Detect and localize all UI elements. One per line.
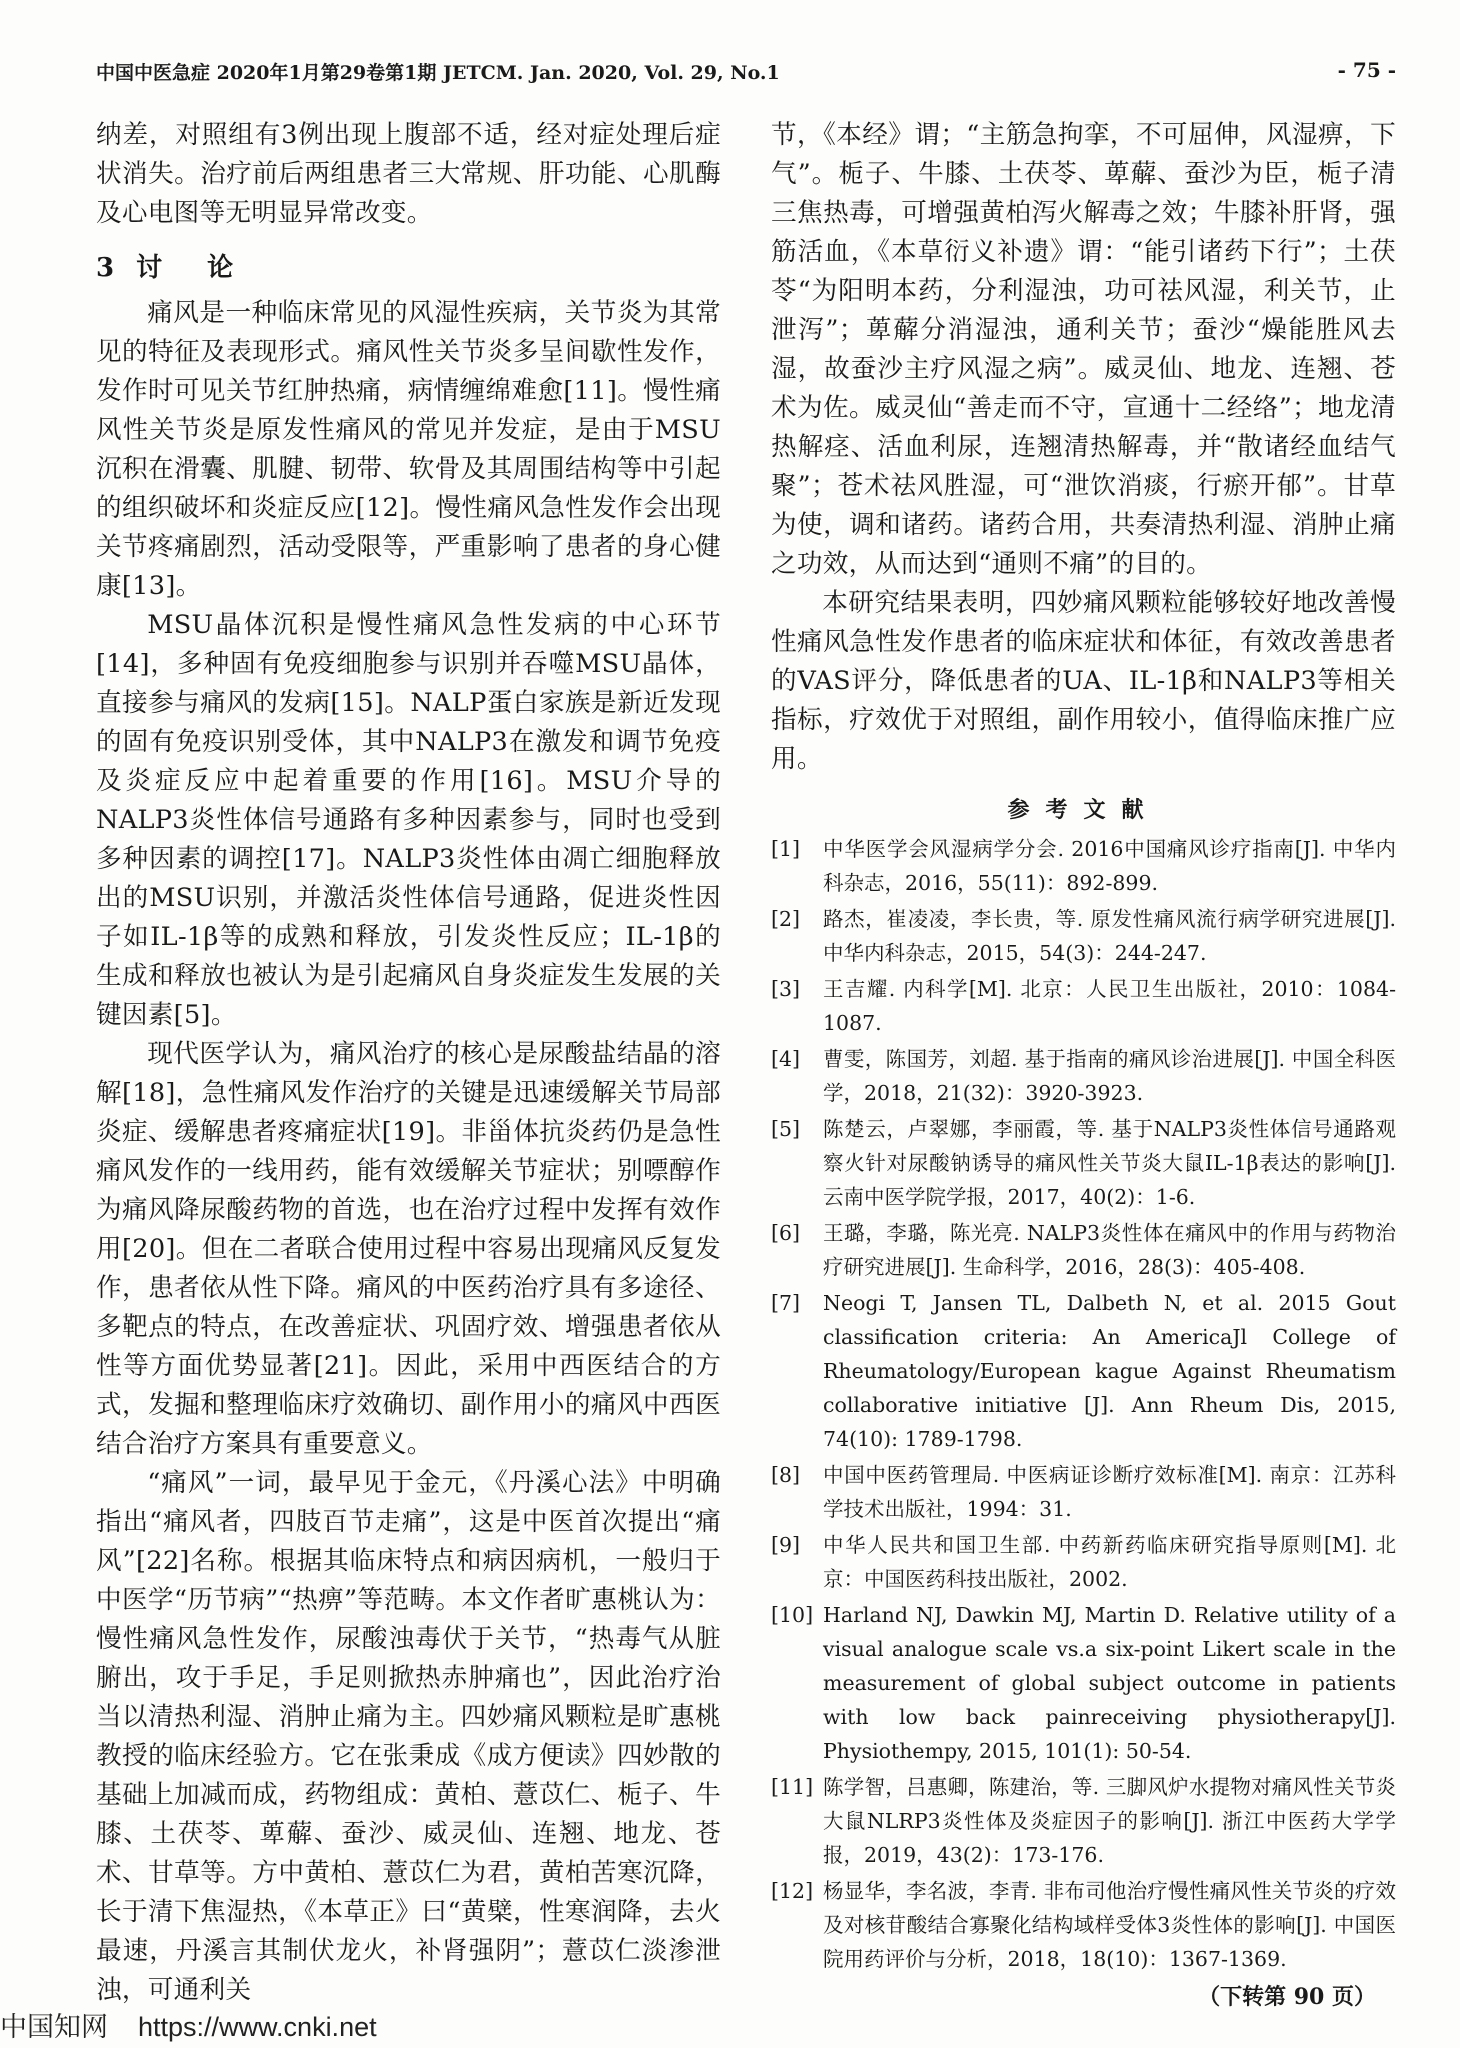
reference-number: [2] [771, 907, 801, 931]
reference-item [771, 1770, 1396, 1872]
reference-text: Neogi T, Jansen TL, Dalbeth N, et al. 2015 Gout classification criteria: An AmericaJl College of Rheumatology/European kague Against Rheumatism collaborative initiative [J]. Ann Rheum Dis, 2015, 74(10): 1789-1798. [823, 1291, 1396, 1451]
reference-text: 杨显华，李名波，李青. 非布司他治疗慢性痛风性关节炎的疗效及对核苷酸结合寡聚化结构域样受体3炎性体的影响[J]. 中国医院用药评价与分析，2018，18(10)：1367-1369. [823, 1879, 1396, 1971]
references-title: 参考文献 [1007, 797, 1160, 823]
reference-number: [12] [771, 1879, 814, 1903]
reference-number: [11] [771, 1775, 814, 1799]
right-column [771, 116, 1396, 2011]
reference-text: Harland NJ, Dawkin MJ, Martin D. Relative utility of a visual analogue scale vs.a six-point Likert scale in the measurement of global subject outcome in patients with low back painreceiving physiotherapy[J]. Physiothempy, 2015, 101(1): 50-54. [823, 1603, 1396, 1763]
reference-text: 陈楚云，卢翠娜，李丽霞，等. 基于NALP3炎性体信号通路观察火针对尿酸钠诱导的痛风性关节炎大鼠IL-1β表达的影响[J]. 云南中医学院学报，2017，40(2)：1-6. [823, 1117, 1396, 1209]
reference-item [771, 1286, 1396, 1456]
reference-text: 路杰，崔凌凌，李长贵，等. 原发性痛风流行病学研究进展[J]. 中华内科杂志，2015，54(3)：244-247. [823, 907, 1396, 965]
reference-number: [8] [771, 1463, 801, 1487]
reference-number: [5] [771, 1117, 801, 1141]
reference-number: [6] [771, 1221, 801, 1245]
reference-list [771, 832, 1396, 1976]
paragraph-2: MSU晶体沉积是慢性痛风急性发病的中心环节[14]，多种固有免疫细胞参与识别并吞噬MSU晶体，直接参与痛风的发病[15]。NALP蛋白家族是新近发现的固有免疫识别受体，其中NALP3在激发和调节免疫及炎症反应中起着重要的作用[16]。MSU介导的NALP3炎性体信号通路有多种因素参与，同时也受到多种因素的调控[17]。NALP3炎性体由凋亡细胞释放出的MSU识别，并激活炎性体信号通路，促进炎性因子如IL-1β等的成熟和释放，引发炎性反应；IL-1β的生成和释放也被认为是引起痛风自身炎症发生发展的关键因素[5]。 [96, 610, 721, 1030]
reference-text: 陈学智，吕惠卿，陈建治，等. 三脚风炉水提物对痛风性关节炎大鼠NLRP3炎性体及炎症因子的影响[J]. 浙江中医药大学学报，2019，43(2)：173-176. [823, 1775, 1396, 1867]
reference-text: 中国中医药管理局. 中医病证诊断疗效标准[M]. 南京：江苏科学技术出版社，1994：31. [823, 1463, 1396, 1521]
reference-item [771, 832, 1396, 900]
reference-item [771, 1528, 1396, 1596]
paragraph-5: 节，《本经》谓；“主筋急拘挛，不可屈伸，风湿痹，下气”。栀子、牛膝、土茯苓、萆薢、蚕沙为臣，栀子清三焦热毒，可增强黄柏泻火解毒之效；牛膝补肝肾，强筋活血，《本草衍义补遗》谓：“能引诸药下行”；土茯苓“为阳明本药，分利湿浊，功可祛风湿，利关节，止泄泻”；萆薢分消湿浊，通利关节；蚕沙“燥能胜风去湿，故蚕沙主疗风湿之病”。威灵仙、地龙、连翘、苍术为佐。威灵仙“善走而不守，宣通十二经络”；地龙清热解痉、活血利尿，连翘清热解毒，并“散诸经血结气聚”；苍术祛风胜湿，可“泄饮消痰，行瘀开郁”。甘草为使，调和诸药。诸药合用，共奏清热利湿、消肿止痛之功效，从而达到“通则不痛”的目的。 [771, 120, 1396, 579]
paragraph-0: 纳差，对照组有3例出现上腹部不适，经对症处理后症状消失。治疗前后两组患者三大常规、肝功能、心肌酶及心电图等无明显异常改变。 [96, 120, 721, 228]
paragraph-1: 痛风是一种临床常见的风湿性疾病，关节炎为其常见的特征及表现形式。痛风性关节炎多呈间歇性发作，发作时可见关节红肿热痛，病情缠绵难愈[11]。慢性痛风性关节炎是原发性痛风的常见并发症，是由于MSU沉积在滑囊、肌腱、韧带、软骨及其周围结构等中引起的组织破坏和炎症反应[12]。慢性痛风急性发作会出现关节疼痛剧烈，活动受限等，严重影响了患者的身心健康[13]。 [96, 298, 721, 601]
reference-item [771, 1216, 1396, 1284]
reference-item [771, 1598, 1396, 1768]
paragraph-4: “痛风”一词，最早见于金元，《丹溪心法》中明确指出“痛风者，四肢百节走痛”，这是中医首次提出“痛风”[22]名称。根据其临床特点和病因病机，一般归于中医学“历节病”“热痹”等范畴。本文作者旷惠桃认为：慢性痛风急性发作，尿酸浊毒伏于关节，“热毒气从脏腑出，攻于手足，手足则掀热赤肿痛也”，因此治疗治当以清热利湿、消肿止痛为主。四妙痛风颗粒是旷惠桃教授的临床经验方。它在张秉成《成方便读》四妙散的基础上加减而成，药物组成：黄柏、薏苡仁、栀子、牛膝、土茯苓、萆薢、蚕沙、威灵仙、连翘、地龙、苍术、甘草等。方中黄柏、薏苡仁为君，黄柏苦寒沉降，长于清下焦湿热，《本草正》曰“黄檗，性寒润降，去火最速，丹溪言其制伏龙火，补肾强阴”；薏苡仁淡渗泄浊，可通利关 [96, 1468, 721, 2005]
reference-text: 中华人民共和国卫生部. 中药新药临床研究指导原则[M]. 北京：中国医药科技出版社，2002. [823, 1533, 1396, 1591]
site-url[interactable]: https://www.cnki.net [138, 2012, 377, 2042]
reference-text: 曹雯，陈国芳，刘超. 基于指南的痛风诊治进展[J]. 中国全科医学，2018，21(32)：3920-3923. [823, 1047, 1396, 1105]
reference-number: [9] [771, 1533, 801, 1557]
section-heading [96, 249, 721, 288]
paragraph-3: 现代医学认为，痛风治疗的核心是尿酸盐结晶的溶解[18]，急性痛风发作治疗的关键是迅速缓解关节局部炎症、缓解患者疼痛症状[19]。非甾体抗炎药仍是急性痛风发作的一线用药，能有效缓解关节症状；别嘌醇作为痛风降尿酸药物的首选，也在治疗过程中发挥有效作用[20]。但在二者联合使用过程中容易出现痛风反复发作，患者依从性下降。痛风的中医药治疗具有多途径、多靶点的特点，在改善症状、巩固疗效、增强患者依从性等方面优势显著[21]。因此，采用中西医结合的方式，发掘和整理临床疗效确切、副作用小的痛风中西医结合治疗方案具有重要意义。 [96, 1039, 721, 1459]
reference-text: 王璐，李璐，陈光亮. NALP3炎性体在痛风中的作用与药物治疗研究进展[J]. 生命科学，2016，28(3)：405-408. [823, 1221, 1396, 1279]
section-number: 3 [96, 253, 115, 283]
reference-item [771, 972, 1396, 1040]
continued-note: （下转第 90 页） [1198, 1984, 1376, 2010]
section-title: 讨 论 [136, 253, 252, 283]
left-column [96, 116, 721, 2010]
reference-item [771, 1112, 1396, 1214]
reference-number: [7] [771, 1291, 801, 1315]
page-number: - 75 - [1337, 58, 1396, 82]
site-name: 中国知网 [0, 2012, 108, 2042]
reference-item [771, 902, 1396, 970]
reference-number: [3] [771, 977, 801, 1001]
reference-number: [10] [771, 1603, 814, 1627]
reference-number: [4] [771, 1047, 801, 1071]
reference-item [771, 1874, 1396, 1976]
running-header [96, 58, 1396, 88]
cnki-watermark [0, 2005, 377, 2044]
reference-item [771, 1042, 1396, 1110]
reference-number: [1] [771, 837, 801, 861]
reference-text: 中华医学会风湿病学分会. 2016中国痛风诊疗指南[J]. 中华内科杂志，2016，55(11)：892-899. [823, 837, 1396, 895]
reference-text: 王吉耀. 内科学[M]. 北京：人民卫生出版社，2010：1084-1087. [823, 977, 1396, 1035]
paragraph-6: 本研究结果表明，四妙痛风颗粒能够较好地改善慢性痛风急性发作患者的临床症状和体征，有效改善患者的VAS评分，降低患者的UA、IL-1β和NALP3等相关指标，疗效优于对照组，副作用较小，值得临床推广应用。 [771, 588, 1396, 774]
reference-item [771, 1458, 1396, 1526]
journal-header: 中国中医急症 2020年1月第29卷第1期 JETCM. Jan. 2020, Vol. 29, No.1 [96, 62, 780, 84]
